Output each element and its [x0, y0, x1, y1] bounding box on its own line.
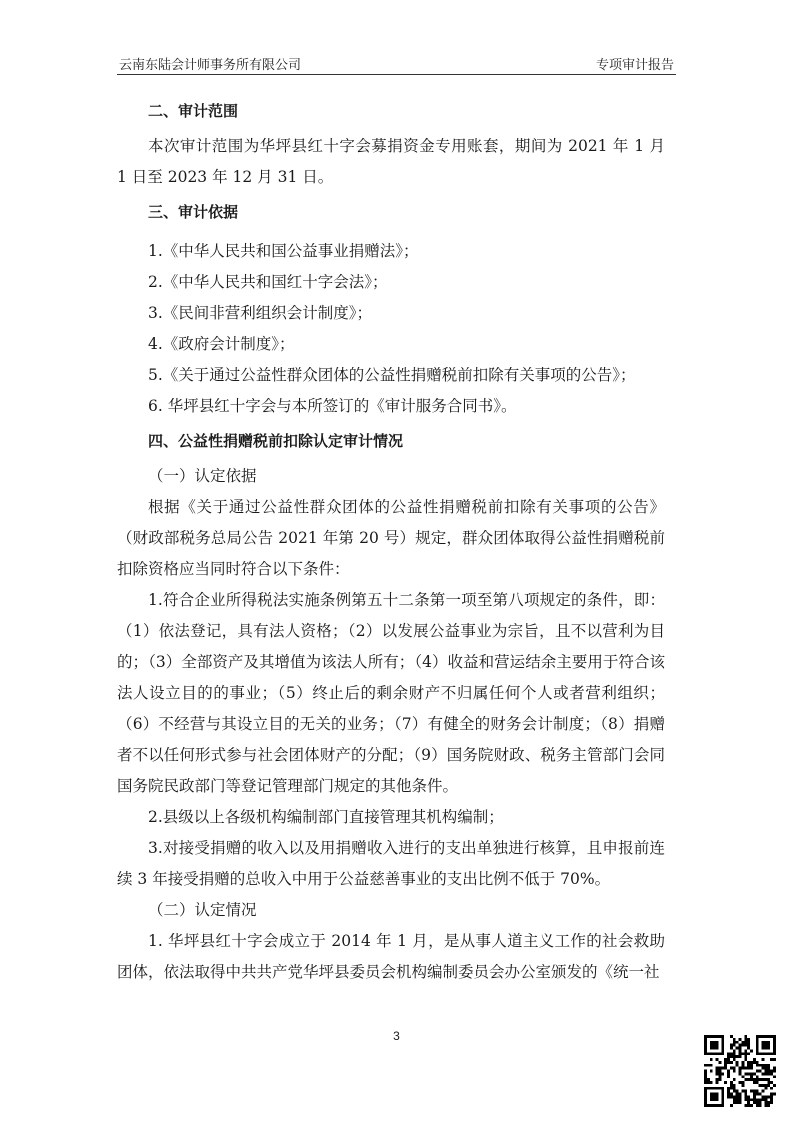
basis-item-4: 4.《政府会计制度》； [148, 335, 295, 353]
basis-item-6: 6. 华坪县红十字会与本所签订的《审计服务合同书》。 [148, 397, 517, 415]
section-4-paragraph-3: 2.县级以上各级机构编制部门直接管理其机构编制； [148, 808, 504, 826]
section-4-paragraph-5: 1. 华坪县红十字会成立于 2014 年 1 月，是从事人道主义工作的社会救助团体，依法取得中共共产党华坪县委员会机构编制委员会办公室颁发的《统一社 [117, 932, 665, 981]
basis-item-5: 5.《关于通过公益性群众团体的公益性捐赠税前扣除有关事项的公告》； [148, 366, 636, 384]
section-4-paragraph-4: 3.对接受捐赠的收入以及用捐赠收入进行的支出单独进行核算，且申报前连续 3 年接受捐赠的总收入中用于公益慈善事业的支出比例不低于 70%。 [117, 839, 665, 888]
report-body [117, 96, 665, 988]
subsection-1-title: （一）认定依据 [148, 467, 257, 485]
subsection-2-title: （二）认定情况 [148, 901, 257, 919]
section-4-paragraph-1: 根据《关于通过公益性群众团体的公益性捐赠税前扣除有关事项的公告》（财政部税务总局公告 2021 年第 20 号）规定，群众团体取得公益性捐赠税前扣除资格应当同时符合以下条件： [117, 498, 665, 578]
report-type: 专项审计报告 [595, 58, 674, 73]
basis-item-2: 2.《中华人民共和国红十字会法》； [148, 273, 388, 291]
qr-code-icon [704, 1035, 776, 1107]
basis-item-3: 3.《民间非营利组织会计制度》； [148, 304, 373, 322]
section-2-title: 二、审计范围 [148, 102, 239, 120]
page-header [117, 50, 676, 75]
page-number: 3 [393, 1029, 400, 1043]
basis-item-1: 1.《中华人民共和国公益事业捐赠法》； [148, 242, 419, 260]
section-3-title: 三、审计依据 [148, 203, 239, 221]
section-4-title: 四、公益性捐赠税前扣除认定审计情况 [148, 432, 404, 450]
section-4-paragraph-2: 1.符合企业所得税法实施条例第五十二条第一项至第八项规定的条件，即：（1）依法登记，具有法人资格；（2）以发展公益事业为宗旨，且不以营利为目的；（3）全部资产及其增值为该法人所有；（4）收益和营运结余主要用于符合该法人设立目的的事业；（5）终止后的剩余财产不归属任何个人或者营利组织；（6）不经营与其设立目的无关的业务；（7）有健全的财务会计制度；（8）捐赠者不以任何形式参与社会团体财产的分配；（9）国务院财政、税务主管部门会同国务院民政部门等登记管理部门规定的其他条件。 [117, 591, 665, 795]
section-2-text: 本次审计范围为华坪县红十字会募捐资金专用账套，期间为 2021 年 1 月 1 日至 2023 年 12 月 31 日。 [117, 137, 665, 186]
firm-name: 云南东陆会计师事务所有限公司 [119, 58, 302, 73]
